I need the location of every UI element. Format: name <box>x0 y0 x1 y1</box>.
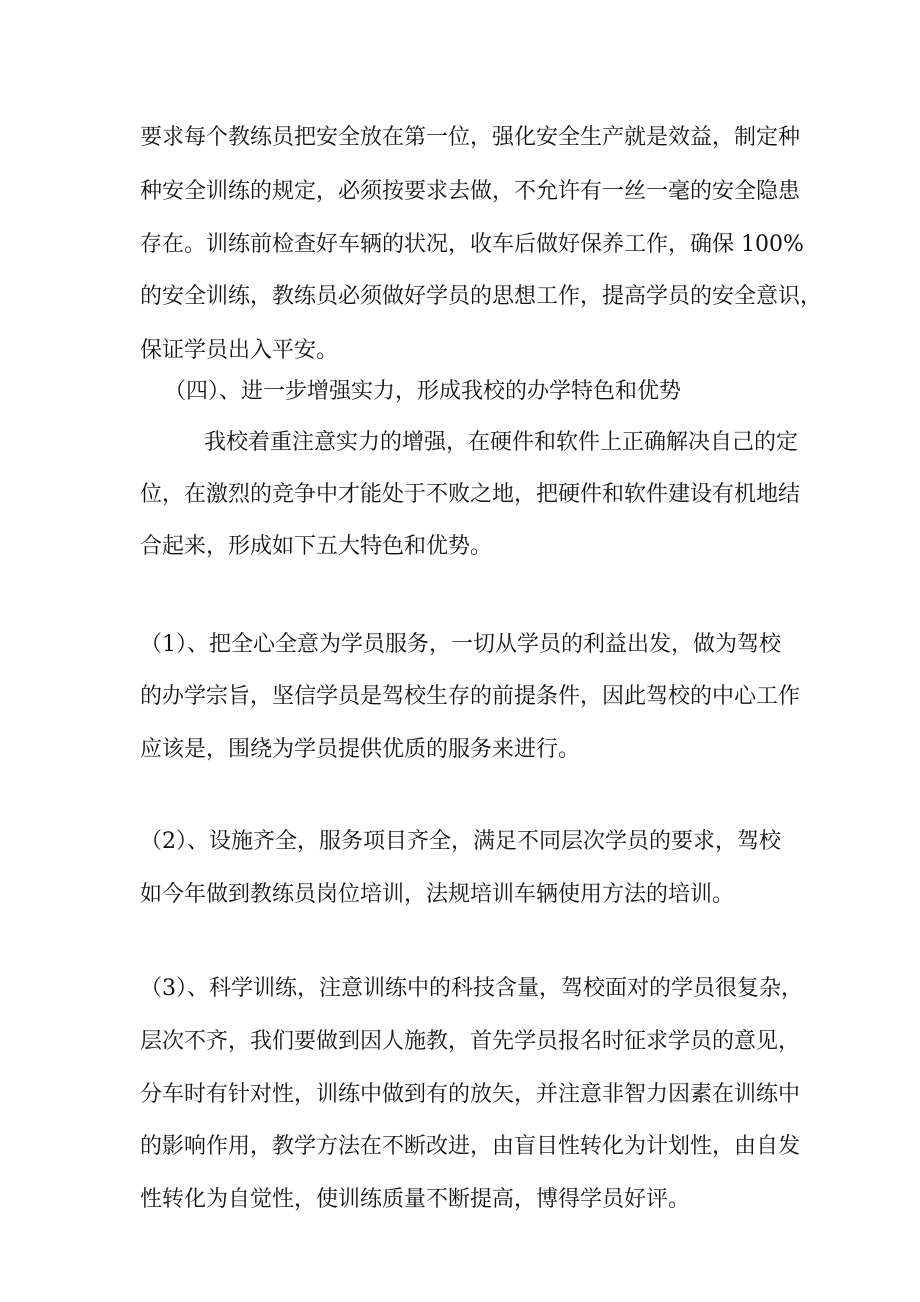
safety-paragraph-line: 的安全训练，教练员必须做好学员的思想工作，提高学员的安全意识， <box>140 284 823 309</box>
intro-paragraph-line: 位，在激烈的竞争中才能处于不败之地，把硬件和软件建设有机地结 <box>140 482 801 507</box>
item-3-line: （3）、科学训练，注意训练中的科技含量，驾校面对的学员很复杂， <box>140 976 803 1001</box>
item-3-line: 分车时有针对性，训练中做到有的放矢，并注意非智力因素在训练中 <box>140 1082 801 1107</box>
item-2-line: （2）、设施齐全，服务项目齐全，满足不同层次学员的要求，驾校 <box>140 829 781 854</box>
item-3-line: 层次不齐，我们要做到因人施教，首先学员报名时征求学员的意见， <box>140 1029 801 1054</box>
intro-paragraph-line: 我校着重注意实力的增强，在硬件和软件上正确解决自己的定 <box>204 430 799 455</box>
section-heading: （四）、进一步增强实力，形成我校的办学特色和优势 <box>164 379 682 404</box>
safety-paragraph-line: 保证学员出入平安。 <box>140 338 339 363</box>
item-2-line: 如今年做到教练员岗位培训，法规培训车辆使用方法的培训。 <box>140 882 735 907</box>
item-3-line: 性转化为自觉性，使训练质量不断提高，博得学员好评。 <box>140 1187 691 1212</box>
safety-paragraph-line: 存在。训练前检查好车辆的状况，收车后做好保养工作，确保 100% <box>140 232 804 257</box>
item-1-line: 应该是，围绕为学员提供优质的服务来进行。 <box>140 737 581 762</box>
safety-paragraph-line: 要求每个教练员把安全放在第一位，强化安全生产就是效益，制定种 <box>140 125 801 150</box>
item-3-line: 的影响作用，教学方法在不断改进，由盲目性转化为计划性，由自发 <box>140 1134 801 1159</box>
item-1-line: （1）、把全心全意为学员服务，一切从学员的利益出发，做为驾校 <box>140 632 781 657</box>
intro-paragraph-line: 合起来，形成如下五大特色和优势。 <box>140 534 493 559</box>
safety-paragraph-line: 种安全训练的规定，必须按要求去做，不允许有一丝一毫的安全隐患 <box>140 179 801 204</box>
item-1-line: 的办学宗旨，坚信学员是驾校生存的前提条件，因此驾校的中心工作 <box>140 684 801 709</box>
